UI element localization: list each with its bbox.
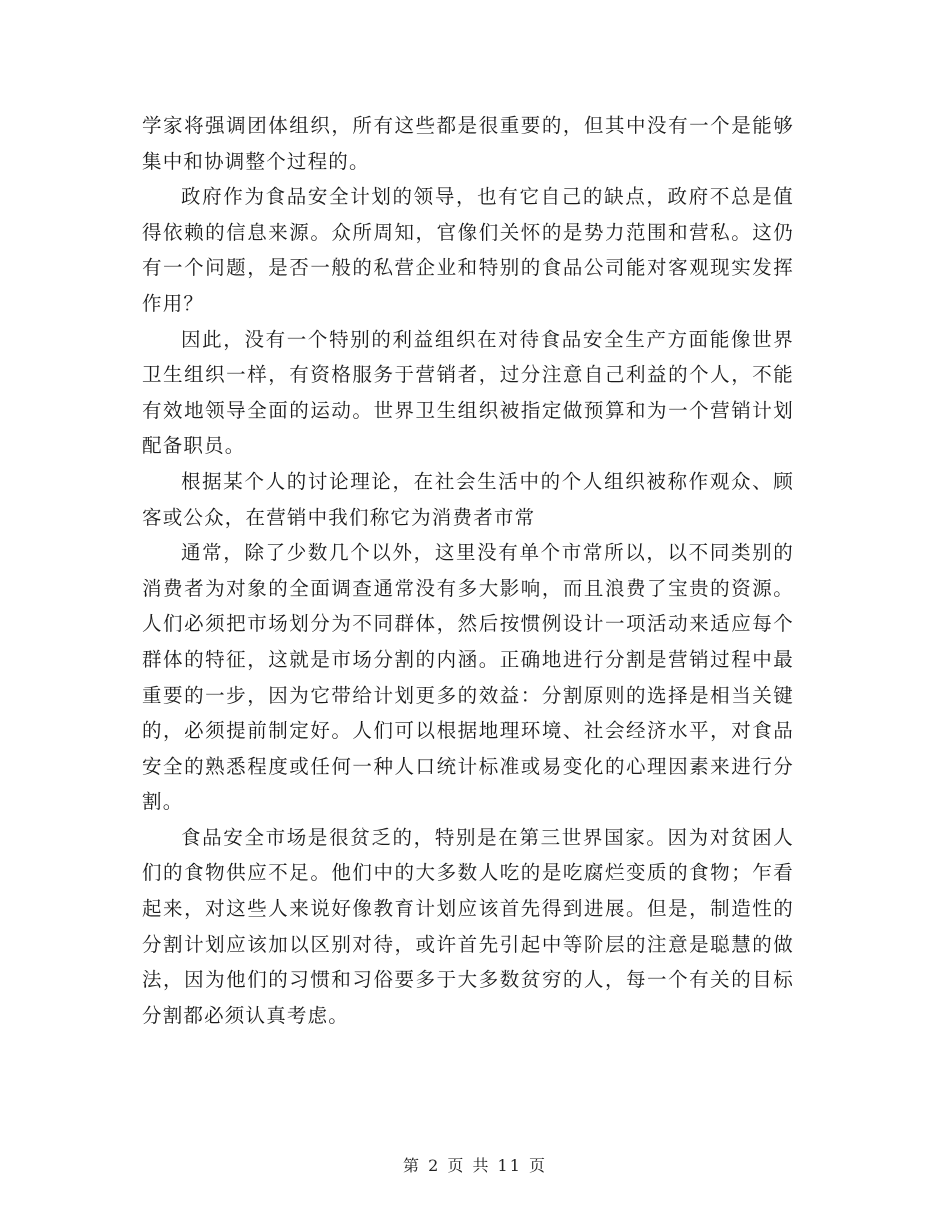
body-text (142, 108, 794, 1033)
paragraph: 通常，除了少数几个以外，这里没有单个市常所以，以不同类别的消费者为对象的全面调查通常没有多大影响，而且浪费了宝贵的资源。人们必须把市场划分为不同群体，然后按惯例设计一项活动来适应每个群体的特征，这就是市场分割的内涵。正确地进行分割是营销过程中最重要的一步，因为它带给计划更多的效益：分割原则的选择是相当关键的，必须提前制定好。人们可以根据地理环境、社会经济水平，对食品安全的熟悉程度或任何一种人口统计标准或易变化的心理因素来进行分割。 (142, 541, 794, 814)
paragraph-continued: 学家将强调团体组织，所有这些都是很重要的，但其中没有一个是能够集中和协调整个过程的。 (142, 114, 794, 173)
paragraph: 政府作为食品安全计划的领导，也有它自己的缺点，政府不总是值得依赖的信息来源。众所周知，官像们关怀的是势力范围和营私。这仍有一个问题，是否一般的私营企业和特别的食品公司能对客观现实发挥作用？ (142, 185, 794, 315)
paragraph: 因此，没有一个特别的利益组织在对待食品安全生产方面能像世界卫生组织一样，有资格服务于营销者，过分注意自己利益的个人，不能有效地领导全面的运动。世界卫生组织被指定做预算和为一个营销计划配备职员。 (142, 327, 794, 458)
page-number-footer: 第 2 页 共 11 页 (403, 1156, 547, 1175)
paragraph: 根据某个人的讨论理论，在社会生活中的个人组织被称作观众、顾客或公众，在营销中我们称它为消费者市常 (142, 469, 794, 529)
paragraph: 食品安全市场是很贫乏的，特别是在第三世界国家。因为对贫困人们的食物供应不足。他们中的大多数人吃的是吃腐烂变质的食物；乍看起来，对这些人来说好像教育计划应该首先得到进展。但是，制造性的分割计划应该加以区别对待，或许首先引起中等阶层的注意是聪慧的做法，因为他们的习惯和习俗要多于大多数贫穷的人，每一个有关的目标分割都必须认真考虑。 (142, 825, 794, 1027)
